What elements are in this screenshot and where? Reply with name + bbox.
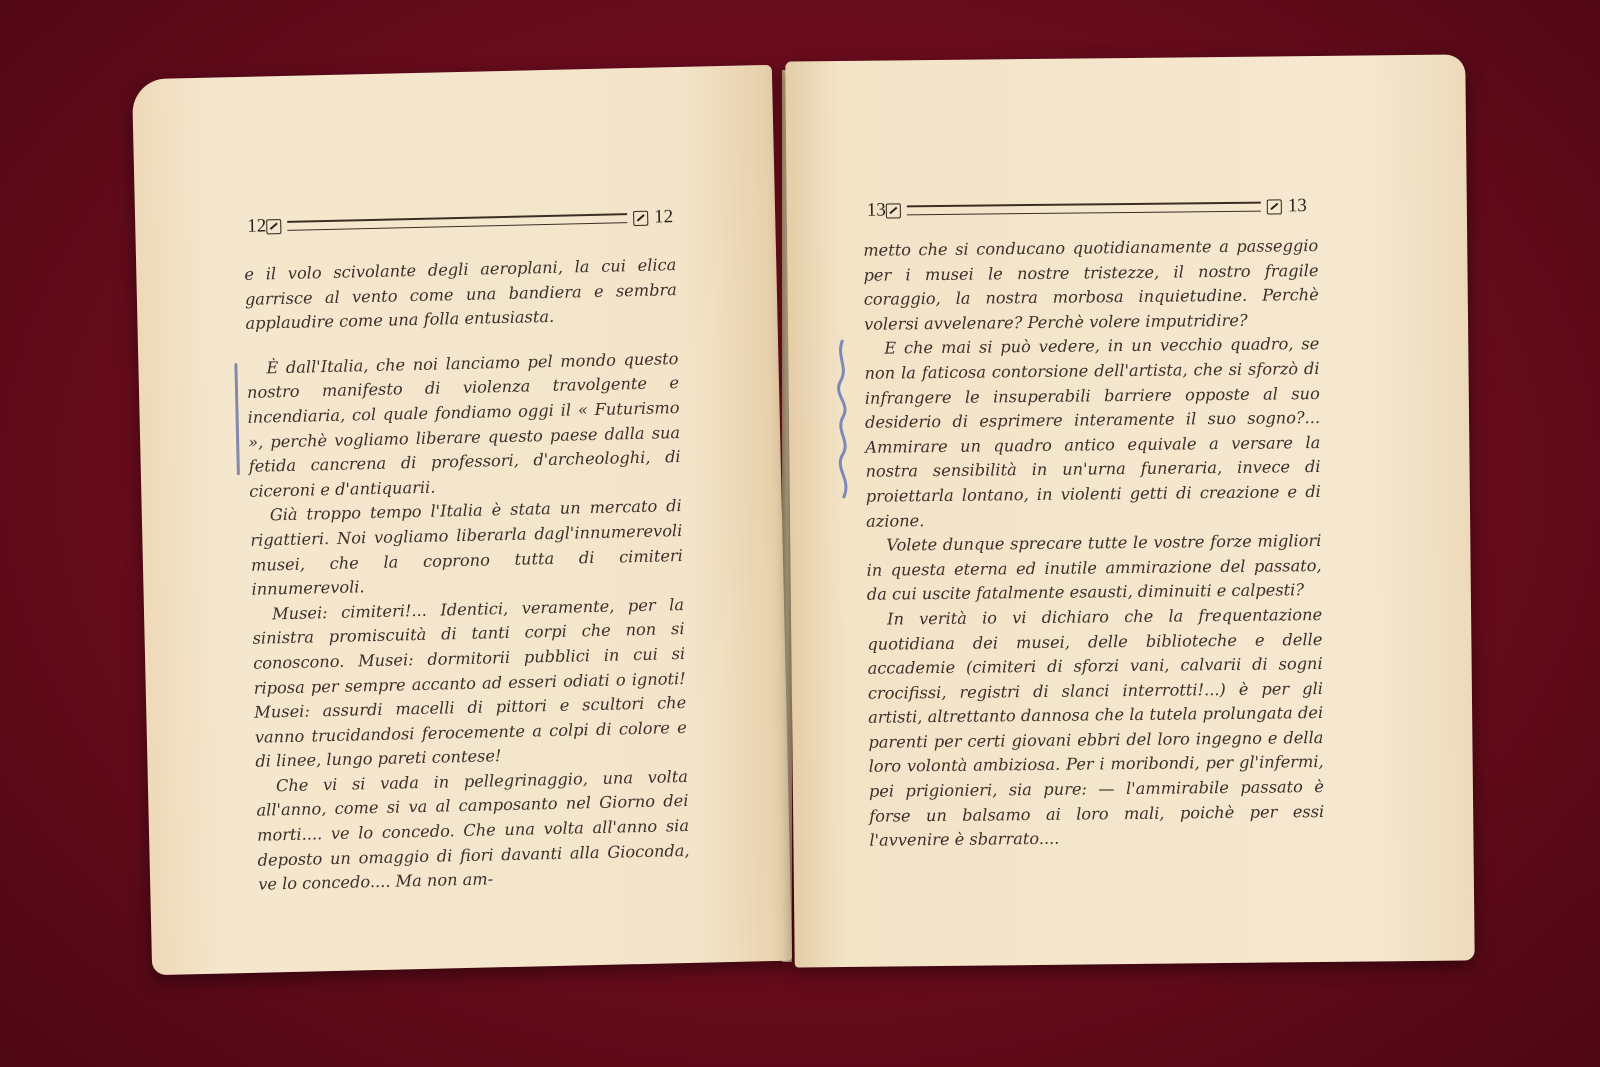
ornament-icon [1267, 199, 1282, 214]
page-number: 12 [247, 215, 267, 237]
paragraph: In verità io vi dichiaro che la frequentazione quotidiana dei musei, delle biblioteche e delle accademie (cimiteri di sforzi vani, calvarii di sogni crocifissi, registri di slanci interrotti!...) è per gli artisti, altrettanto dannosa che la tutela prolungata dei parenti per certi giovani ebbri del loro ingegno e della loro volontà ambiziosa. Per i moribondi, per gl'infermi, pei prigionieri, sia pure: — l'ammirabile passato è forse un balsamo ai loro mali, poichè per essi l'avvenire è sbarrato.... [867, 604, 1325, 850]
paragraph: È dall'Italia, che noi lanciamo pel mondo questo nostro manifesto di violenza travolgente e incendiaria, col quale fondiamo oggi il « Futurismo », perchè vogliamo liberare questo paese dalla sua fetida cancrena di professori, d'archeologhi, di ciceroni e d'antiquarii. [246, 348, 681, 501]
left-page [132, 65, 792, 975]
paragraph: e il volo scivolante degli aeroplani, la cui elica garrisce al vento come una bandiera e sembra applaudire come una folla entusiasta. [244, 255, 678, 334]
paragraph: Volete dunque sprecare tutte le vostre forze migliori in questa eterna ed inutile ammirazione del passato, da cui uscite fatalmente esausti, diminuiti e calpesti? [866, 531, 1322, 605]
header-rule [907, 202, 1261, 216]
ornament-icon [633, 210, 648, 225]
paragraph: Musei: cimiteri!... Identici, veramente, per la sinistra promiscuità di tanti corpi che non si conoscono. Musei: dormitorii pubblici in cui si riposa per sempre accanto ad esseri odiati o ignoti! Musei: assurdi macelli di pittori e scultori che vanno trucidandosi ferocemente a colpi di colore e di linee, lungo pareti contese! [252, 594, 687, 772]
right-page-text [863, 234, 1324, 854]
left-page-header [247, 205, 673, 239]
left-page-text [244, 253, 690, 897]
paragraph: E che mai si può vedere, in un vecchio quadro, se non la faticosa contorsione dell'artista, che si sforzò di infrangere le insuperabili barriere opposte al suo desiderio di esprimere interamente il suo sogno?... Ammirare un quadro antico equivale a versare la nostra sensibilità in un'urna funeraria, invece di proiettarla lontano, in violenti getti di creazione e di azione. [864, 334, 1321, 531]
page-number: 13 [1287, 195, 1307, 217]
paragraph: Che vi si vada in pellegrinaggio, una volta all'anno, come si va al camposanto nel Giorno dei morti.... ve lo concedo. Che una volta all'anno sia deposto un omaggio di fiori davanti alla Gioconda, ve lo concedo.... Ma non am- [256, 766, 690, 894]
paragraph: metto che si conducano quotidianamente a passeggio per i musei le nostre tristezze, il nostro fragile coraggio, la nostra morbosa inquietudine. Perchè volersi avvelenare? Perchè volere imputridire? [863, 236, 1319, 334]
page-number: 12 [653, 206, 674, 228]
ornament-icon [266, 219, 281, 234]
ornament-icon [886, 203, 901, 218]
page-number: 13 [866, 199, 886, 221]
right-page-header [867, 194, 1307, 223]
pencil-margin-mark [234, 363, 240, 475]
paragraph: Già troppo tempo l'Italia è stata un mercato di rigattieri. Noi vogliamo liberarla dagl'innumerevoli musei, che la coprono tutta di cimiteri innumerevoli. [250, 496, 684, 599]
pencil-squiggle-mark [828, 337, 860, 507]
right-page [785, 54, 1474, 967]
header-rule [287, 213, 627, 231]
